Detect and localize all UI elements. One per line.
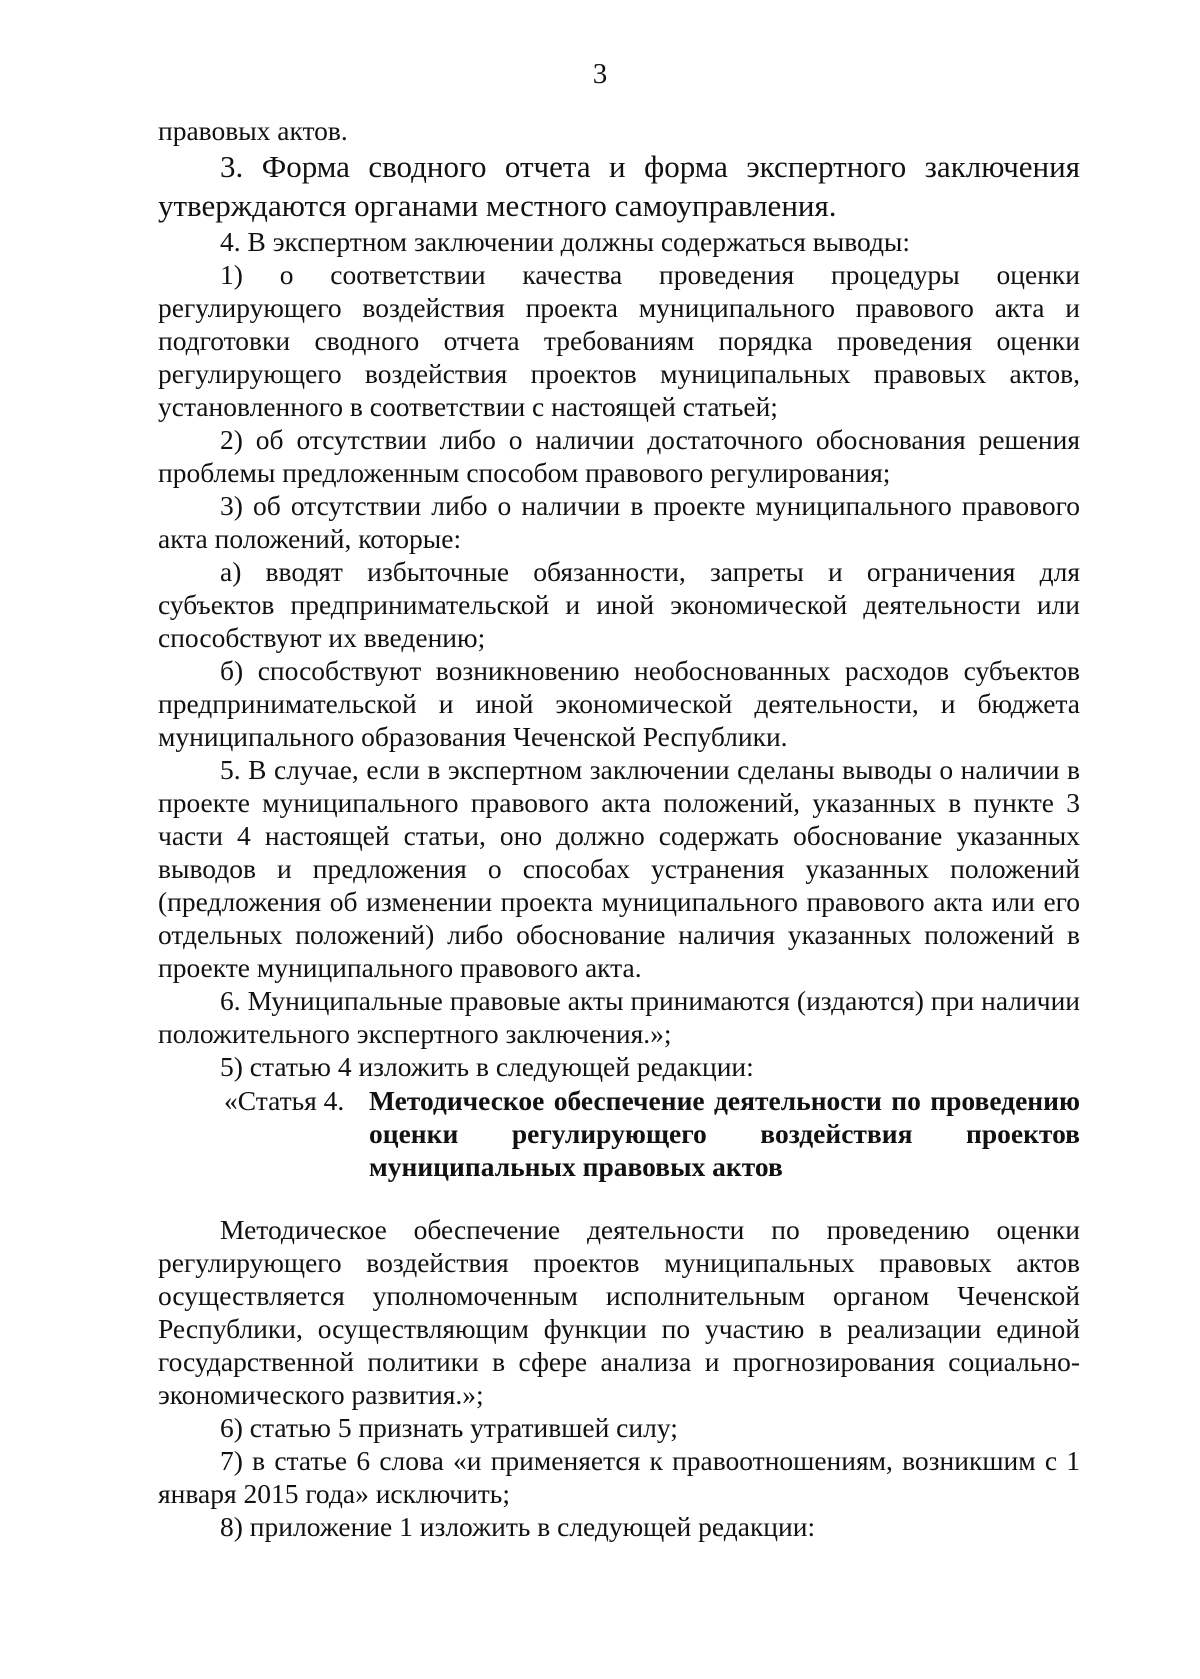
amendment-8: 8) приложение 1 изложить в следующей редакции: <box>220 1511 816 1542</box>
amendment-6: 6) статью 5 признать утратившей силу; <box>220 1412 678 1443</box>
opening-line: правовых актов. <box>158 115 348 146</box>
paragraph-item-4-sub-3: 3) об отсутствии либо о наличии в проекте муниципального правового акта положений, которые: <box>158 490 1080 554</box>
document-body <box>158 114 1080 1543</box>
paragraph-item-4-sub-2: 2) об отсутствии либо о наличии достаточного обоснования решения проблемы предложенным способом правового регулирования; <box>158 424 1080 488</box>
article-4-label: «Статья 4. <box>224 1085 345 1116</box>
article-4-title: Методическое обеспечение деятельности по проведению оценки регулирующего воздействия проектов муниципальных правовых актов <box>369 1085 1080 1182</box>
article-4-heading <box>224 1084 1080 1183</box>
article-4-body: Методическое обеспечение деятельности по проведению оценки регулирующего воздействия проектов муниципальных правовых актов осуществляется уполномоченным исполнительным органом Чеченской Республики, осуществляющим функции по участию в реализации единой государственной политики в сфере анализа и прогнозирования социально-экономического развития.»; <box>158 1214 1080 1410</box>
paragraph-item-4-sub-3a: а) вводят избыточные обязанности, запреты и ограничения для субъектов предпринимательской и иной экономической деятельности или способствуют их введению; <box>158 556 1080 653</box>
paragraph-item-4-intro: 4. В экспертном заключении должны содержаться выводы: <box>220 226 911 257</box>
paragraph-item-6: 6. Муниципальные правовые акты принимаются (издаются) при наличии положительного экспертного заключения.»; <box>158 985 1080 1049</box>
paragraph-item-5: 5. В случае, если в экспертном заключении сделаны выводы о наличии в проекте муниципального правового акта положений, указанных в пункте 3 части 4 настоящей статьи, оно должно содержать обоснование указанных выводов и предложения о способах устранения указанных положений (предложения об изменении проекта муниципального правового акта или его отдельных положений) либо обоснование наличия указанных положений в проекте муниципального правового акта. <box>158 754 1080 983</box>
amendment-5: 5) статью 4 изложить в следующей редакции: <box>220 1051 754 1082</box>
paragraph-item-4-sub-3b: б) способствуют возникновению необоснованных расходов субъектов предпринимательской и иной экономической деятельности, и бюджета муниципального образования Чеченской Республики. <box>158 655 1080 752</box>
amendment-7: 7) в статье 6 слова «и применяется к правоотношениям, возникшим с 1 января 2015 года» исключить; <box>158 1445 1080 1509</box>
paragraph-item-4-sub-1: 1) о соответствии качества проведения процедуры оценки регулирующего воздействия проекта муниципального правового акта и подготовки сводного отчета требованиям порядка проведения оценки регулирующего воздействия проектов муниципальных правовых актов, установленного в соответствии с настоящей статьей; <box>158 259 1080 422</box>
paragraph-item-3: 3. Форма сводного отчета и форма экспертного заключения утверждаются органами местного самоуправления. <box>158 149 1080 223</box>
page-number: 3 <box>592 58 608 90</box>
